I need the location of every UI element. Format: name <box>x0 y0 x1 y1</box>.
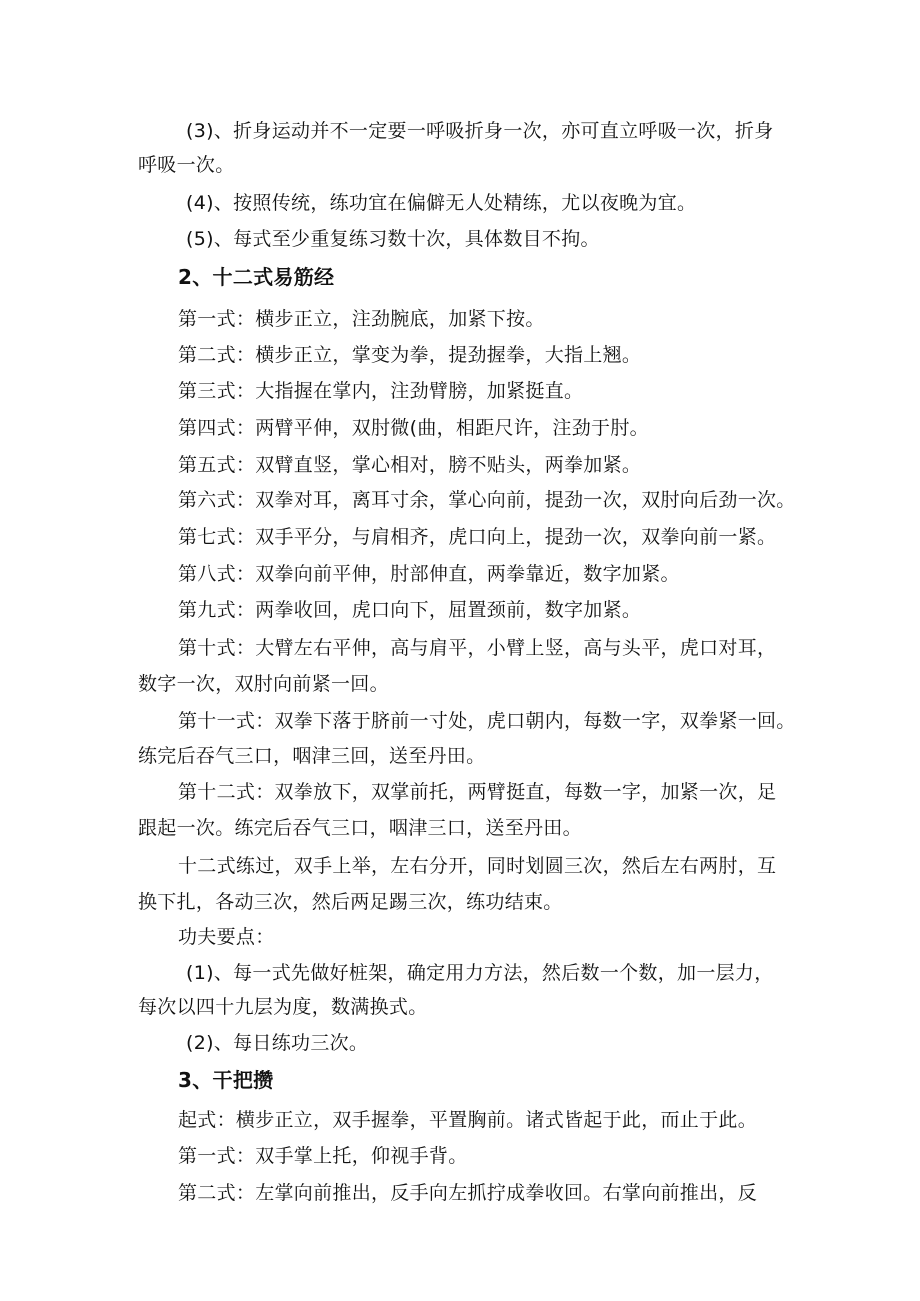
closing-line-1: 十二式练过，双手上举，左右分开，同时划圆三次，然后左右两肘，互 <box>178 855 777 877</box>
point-3-line-2: 呼吸一次。 <box>138 154 235 176</box>
ganbazan-form-2: 第二式：左掌向前推出，反手向左抓拧成拳收回。右掌向前推出，反 <box>178 1182 758 1204</box>
form-7: 第七式：双手平分，与肩相齐，虎口向上，提劲一次，双拳向前一紧。 <box>178 526 777 548</box>
ganbazan-form-1: 第一式：双手掌上托，仰视手背。 <box>178 1145 468 1167</box>
form-3: 第三式：大指握在掌内，注劲臂膀，加紧挺直。 <box>178 380 584 402</box>
form-12-line-2: 跟起一次。练完后吞气三口，咽津三口，送至丹田。 <box>138 817 582 839</box>
form-12-line-1: 第十二式：双拳放下，双掌前托，两臂挺直，每数一字，加紧一次，足 <box>178 781 777 803</box>
form-1: 第一式：横步正立，注劲腕底，加紧下按。 <box>178 308 545 330</box>
form-11-line-2: 练完后吞气三口，咽津三回，送至丹田。 <box>138 745 486 767</box>
key-point-2: (2)、每日练功三次。 <box>186 1032 369 1054</box>
form-6: 第六式：双拳对耳，离耳寸余，掌心向前，提劲一次，双肘向后劲一次。 <box>178 489 796 511</box>
section-heading-3: 3、干把攒 <box>178 1068 274 1092</box>
form-9: 第九式：两拳收回，虎口向下，屈置颈前，数字加紧。 <box>178 599 642 621</box>
form-2: 第二式：横步正立，掌变为拳，提劲握拳，大指上翘。 <box>178 344 642 366</box>
section-heading-2: 2、十二式易筋经 <box>178 265 335 289</box>
form-10-line-2: 数字一次，双肘向前紧一回。 <box>138 673 389 695</box>
point-5: (5)、每式至少重复练习数十次，具体数目不拘。 <box>186 228 600 250</box>
point-3-line-1: (3)、折身运动并不一定要一呼吸折身一次，亦可直立呼吸一次，折身 <box>186 120 774 142</box>
point-4: (4)、按照传统，练功宜在偏僻无人处精练，尤以夜晚为宜。 <box>186 192 697 214</box>
closing-line-2: 换下扎，各动三次，然后两足踢三次，练功结束。 <box>138 891 563 913</box>
form-8: 第八式：双拳向前平伸，肘部伸直，两拳靠近，数字加紧。 <box>178 563 680 585</box>
form-5: 第五式：双臂直竖，掌心相对，膀不贴头，两拳加紧。 <box>178 454 642 476</box>
form-10-line-1: 第十式：大臂左右平伸，高与肩平，小臂上竖，高与头平，虎口对耳， <box>178 637 777 659</box>
key-point-1-line-1: (1)、每一式先做好桩架，确定用力方法，然后数一个数，加一层力， <box>186 962 774 984</box>
starting-form: 起式：横步正立，双手握拳，平置胸前。诸式皆起于此，而止于此。 <box>178 1109 758 1131</box>
form-4: 第四式：两臂平伸，双肘微(曲，相距尺许，注劲于肘。 <box>178 417 649 439</box>
key-point-1-line-2: 每次以四十九层为度，数满换式。 <box>138 996 428 1018</box>
key-points-label: 功夫要点： <box>178 926 275 948</box>
form-11-line-1: 第十一式：双拳下落于脐前一寸处，虎口朝内，每数一字，双拳紧一回。 <box>178 710 796 732</box>
